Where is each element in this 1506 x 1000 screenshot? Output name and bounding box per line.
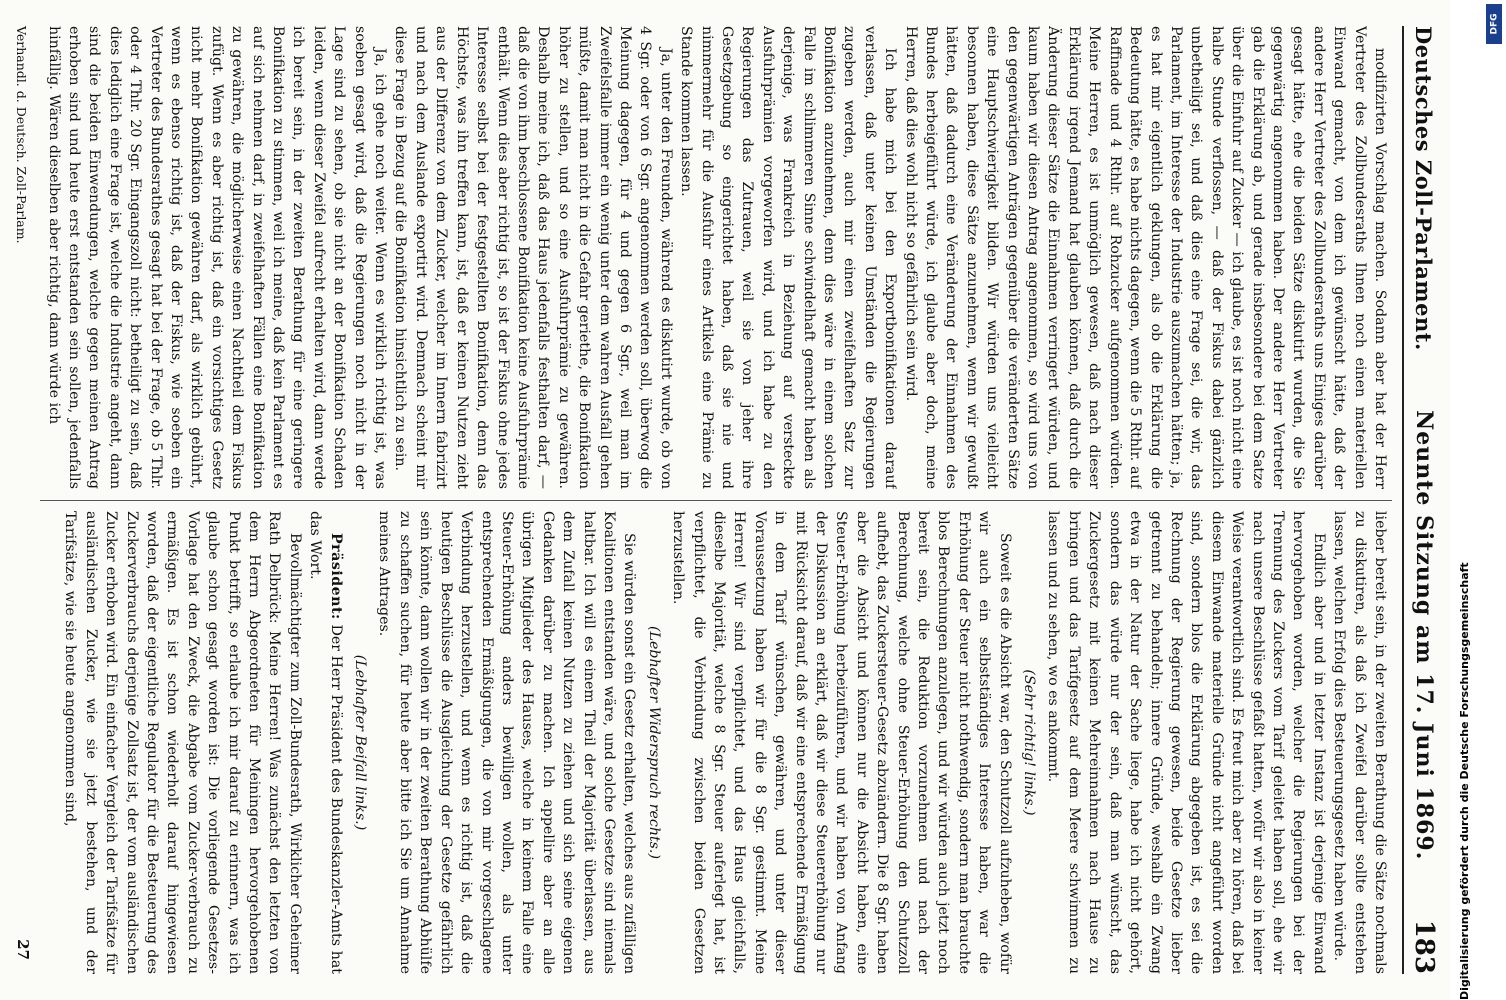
footer-signature: Verhandl. d. Deutsch. Zoll-Parlam.	[14, 26, 29, 244]
column-right	[20, 511, 1390, 974]
interjection: (Sehr richtig! links.)	[1021, 669, 1038, 816]
digitization-note: Digitalisierung gefördert durch die Deutsche Forschungsgemeinschaft	[1458, 562, 1471, 1000]
dfg-logo	[1486, 4, 1502, 44]
paragraph: Sie würden sonst ein Gesetz erhalten, welches aus zufälligen Koalitionen entstanden wäre, und solche Gesetze sind niemals haltbar. Ich will es einem Theil der Majorität überlassen, aus dem Zufall keinen Nutzen zu ziehen und sich seine eigenen Gedanken darüber zu machen. Ich appellire aber an alle übrigen Mitglieder des Hauses, welche in keinem Falle eine Steuer-Erhöhung anders bewilligen wollen, als unter entsprechenden Ermäßigungen, die von mir vorgeschlagene Verbindung herzustellen, und wenn es richtig ist, daß die heutigen Beschlüsse die Ausgleichung der Gesetze gefährlich sein könnte, dann wollen wir in der zweiten Berathung Abhülfe zu schaffen suchen, für heute aber bitte ich Sie um Annahme meines Antrages.	[376, 511, 638, 974]
paragraph: lieber bereit sein, in der zweiten Berathung die Sätze nochmals zu diskutiren, als daß ich Zweifel darüber sollte entstehen lassen, welchen Erfolg dies Besteuerungsgesetz haben würde.	[1331, 511, 1388, 974]
page-number: 183	[1409, 919, 1439, 974]
speaker-text: Der Herr Präsident des Bundeskanzler-Amts hat das Wort.	[307, 511, 344, 974]
dfg-logo-text: DFG	[1489, 13, 1500, 35]
speaker-paragraph	[305, 511, 346, 974]
paragraph: Soweit es die Absicht war, den Schutzzoll aufzuheben, wofür wir auch ein selbstständiges Interesse haben, war die Erhöhung der Steuer nicht nothwendig, sondern man brauchte blos Berechnungen anzulegen, und wir würden auch jetzt noch bereit sein, die Reduktion vorzunehmen und nach der Berechnung, welche ohne Steuer-Erhöhung den Schutzzoll aufhebt, das Zuckersteuer-Gesetz abzuändern. Die 8 Sgr. haben aber die Absicht und können nur die Absicht haben, eine Steuer-Erhöhung herbeizuführen, und wir haben von Anfang der Diskussion an erklärt, daß wir diese Steuererhöhung nur mit Rücksicht darauf, daß wir eine entsprechende Ermäßigung in dem Tarif wünschen, gewähren, und unter dieser Voraussetzung haben wir für die 8 Sgr. gestimmt. Meine Herren! Wir sind verpflichtet, und das Haus gleichfalls, dieselbe Majorität, welche 8 Sgr. Steuer auferlegt hat, ist verpflichtet, die Verbindung zwischen beiden Gesetzen herzustellen.	[670, 511, 1013, 974]
speaker-label: Präsident:	[327, 533, 344, 620]
interjection: (Lebhafter Beifall links.)	[352, 654, 369, 831]
paragraph: Ja, unter den Freunden, während es diskutirt wurde, ob von 4 Sgr. oder von 6 Sgr. angenommen werden soll, überwog die Meinung dagegen, für 4 und gegen 6 Sgr., weil man im Zweifelsfalle immer ein wenig unter dem wahren Ausfall gehen müßte, damit man nicht in die Gefahr geriethe, die Bonifikation höher zu stellen, und so eine Ausfuhrprämie zu gewähren. Deshalb meine ich, daß das Haus jedenfalls festhalten darf, — daß die von ihm beschlossene Bonifikation keine Ausfuhrprämie enthält. Wenn dies aber richtig ist, so ist der Fiskus ohne jedes Interesse selbst bei der festgestellten Bonifikation, denn das Höchste, was ihn treffen kann, ist, daß er keinen Nutzen zieht aus der Differenz von dem Zucker, welcher im Innern fabrizirt und nach dem Auslande exportirt wird. Demnach scheint mir diese Frage in Bezug auf die Bonifikation hinsichtlich zu sein.	[392, 26, 674, 489]
column-divider	[40, 500, 1392, 501]
paragraph: Ich habe mich bei den Exportbonifikationen darauf verlassen, daß unter keinen Umständen die Regierungen zugeben werden, auch mir einen zweifelhaften Satz zur Bonifikation anzunehmen, denn dies wäre in einem solchen Falle im schlimmeren Sinne schwindelhaft gemacht haben als derjenige, was Frankreich in Beziehung auf versteckte Ausfuhrprämien vorgeworfen wird, und ich habe zu den Regierungen das Zutrauen, weil sie von jeher ihre Gesetzgebung so eingerichtet haben, daß sie nie und nimmermehr für die Ausfuhr eines Artikels eine Prämie zu Stande kommen lassen.	[678, 26, 899, 489]
paragraph: Bevollmächtigter zum Zoll-Bundesrath, Wirklicher Geheimer Rath Delbrück: Meine Herren! Was zunächst den letzten von dem Herrn Abgeordneten für Meiningen hervorgehobenen Punkt betrifft, so erlaube ich mir darauf zu erinnern, was ich glaube schon gesagt worden ist: Die vorliegende Gesetzes-Vorlage hat den Zweck, die Abgabe vom Zucker-verbrauch zu ermäßigen. Es ist schon wiederholt darauf hingewiesen worden, daß der eigentliche Regulator für die Besteuerung des Zuckerverbrauchs derjenige Zollsatz ist, der vom ausländischen Zucker erhoben wird. Ein einfacher Vergleich der Tarifsätze für ausländischen Zucker, wie sie jetzt bestehen, und der Tarifsätze, wie sie heute angenommen sind,	[62, 511, 303, 974]
paragraph: Endlich aber und in letzter Instanz ist derjenige Einwand hervorgehoben worden, welcher die Regierungen bei der Trennung des Zuckers vom Tarif geleitet haben soll, ehe wir nach unsere Beschlüsse gefaßt hatten, wofür wir also in keiner Weise verantwortlich sind. Es freut mich aber zu hören, daß bei diesem Einwande materielle Gründe nicht angeführt worden sind, sondern blos die Erklärung abgegeben ist, es sei die Rechnung der Regierung gewesen, beide Gesetze lieber getrennt zu behandeln; innere Gründe, weshalb ein Zwang etwa in der Natur der Sache liege, habe ich nicht gehört, sondern das würde nur der sein, daß man wünscht, das Zuckergesetz mit keinen Mehreinnahmen nach Hause zu bringen und das Tarifgesetz auf dem Meere schwimmen zu lassen und zu sehen, wo es ankommt.	[1045, 511, 1327, 974]
paragraph: modifizirten Vorschlag machen. Sodann aber hat der Herr Vertreter des Zollbundesraths Ihnen noch einen materiellen Einwand gemacht, von dem ich gewünscht hätte, daß der andere Herr Vertreter des Zollbundesraths uns Einiges darüber gesagt hätte, ehe die beiden Sätze diskutirt wurden, die Sie gegenwärtig angenommen haben. Der andere Herr Vertreter gab die Erklärung ab, und gerade insbesondere bei dem Satze über die Einfuhr auf Zucker — ich glaube, es ist noch nicht eine halbe Stunde verflossen, — daß der Fiskus dabei gänzlich unbetheiligt sei, und daß dies eine Frage sei, die wir, das Parlament, im Interesse der Industrie auszumachen hätten; ja, es hat mir eigentlich geklungen, als ob die Erklärung die Bedeutung hätte, es habe nichts dagegen, wenn die 5 Rthlr. auf Raffinade und 4 Rthlr. auf Rohzucker aufgenommen würden. Meine Herren, es ist unmöglich gewesen, daß nach dieser Erklärung irgend Jemand hat glauben können, daß durch die Änderung dieser Sätze die Einnahmen verringert würden, und kaum haben wir diesen Antrag angenommen, so wird uns von den gegenwärtigen Anträgen gegenüber die veränderten Sätze eine Hauptschwierigkeit bilden. Wir würden uns vielleicht besonnen haben, diese Sätze anzunehmen, wenn wir gewußt hätten, daß dadurch eine Veränderung der Einnahmen des Bundes herbeigeführt würde, ich glaube aber doch, meine Herren, daß dies wohl nicht so gefährlich sein wird.	[902, 26, 1388, 489]
column-left	[20, 26, 1390, 489]
paragraph: Ja, ich gehe noch weiter. Wenn es wirklich richtig ist, was soeben gesagt wird, daß die Regierungen noch nicht in der Lage sind zu sehen, ob sie nicht an der Bonifikation Schaden leiden, wenn dieser Zweifel aufrecht erhalten wird, dann werde ich bereit sein, in der zweiten Berathung für eine geringere Bonifikation zu stimmen, weil ich meine, daß kein Parlament es auf sich nehmen darf, in zweifelhaften Fällen eine Bonifikation zu gewähren, die möglicherweise einen Nachtheil dem Fiskus zufügt. Wenn es aber richtig ist, daß ein vorsichtiges Gesetz nicht mehr Bonifikation gewähren darf, als wirklich gebührt, wenn es ebenso richtig ist, daß der Fiskus, wie soeben ein Vertreter des Bundesrathes gesagt hat bei der Frage, ob 5 Thlr. oder 4 Thlr. 20 Sgr. Eingangszoll nicht: betheiligt zu sein, daß dies lediglich eine Frage ist, welche die Industrie angeht, dann sind die beiden Einwendungen, welche gegen meinen Antrag erhoben sind und heute erst entstanden sein sollen, jedenfalls hinfällig. Wären dieselben aber richtig, dann würde ich	[45, 26, 389, 489]
sheet-number: 27	[14, 939, 32, 960]
session-title: Neunte Sitzung am 17. Juni 1869.	[1411, 410, 1437, 861]
publication-title: Deutsches Zoll-Parlament.	[1411, 26, 1437, 351]
interjection: (Lebhafter Widerspruch rechts.)	[645, 626, 662, 859]
page-header	[1402, 26, 1444, 974]
